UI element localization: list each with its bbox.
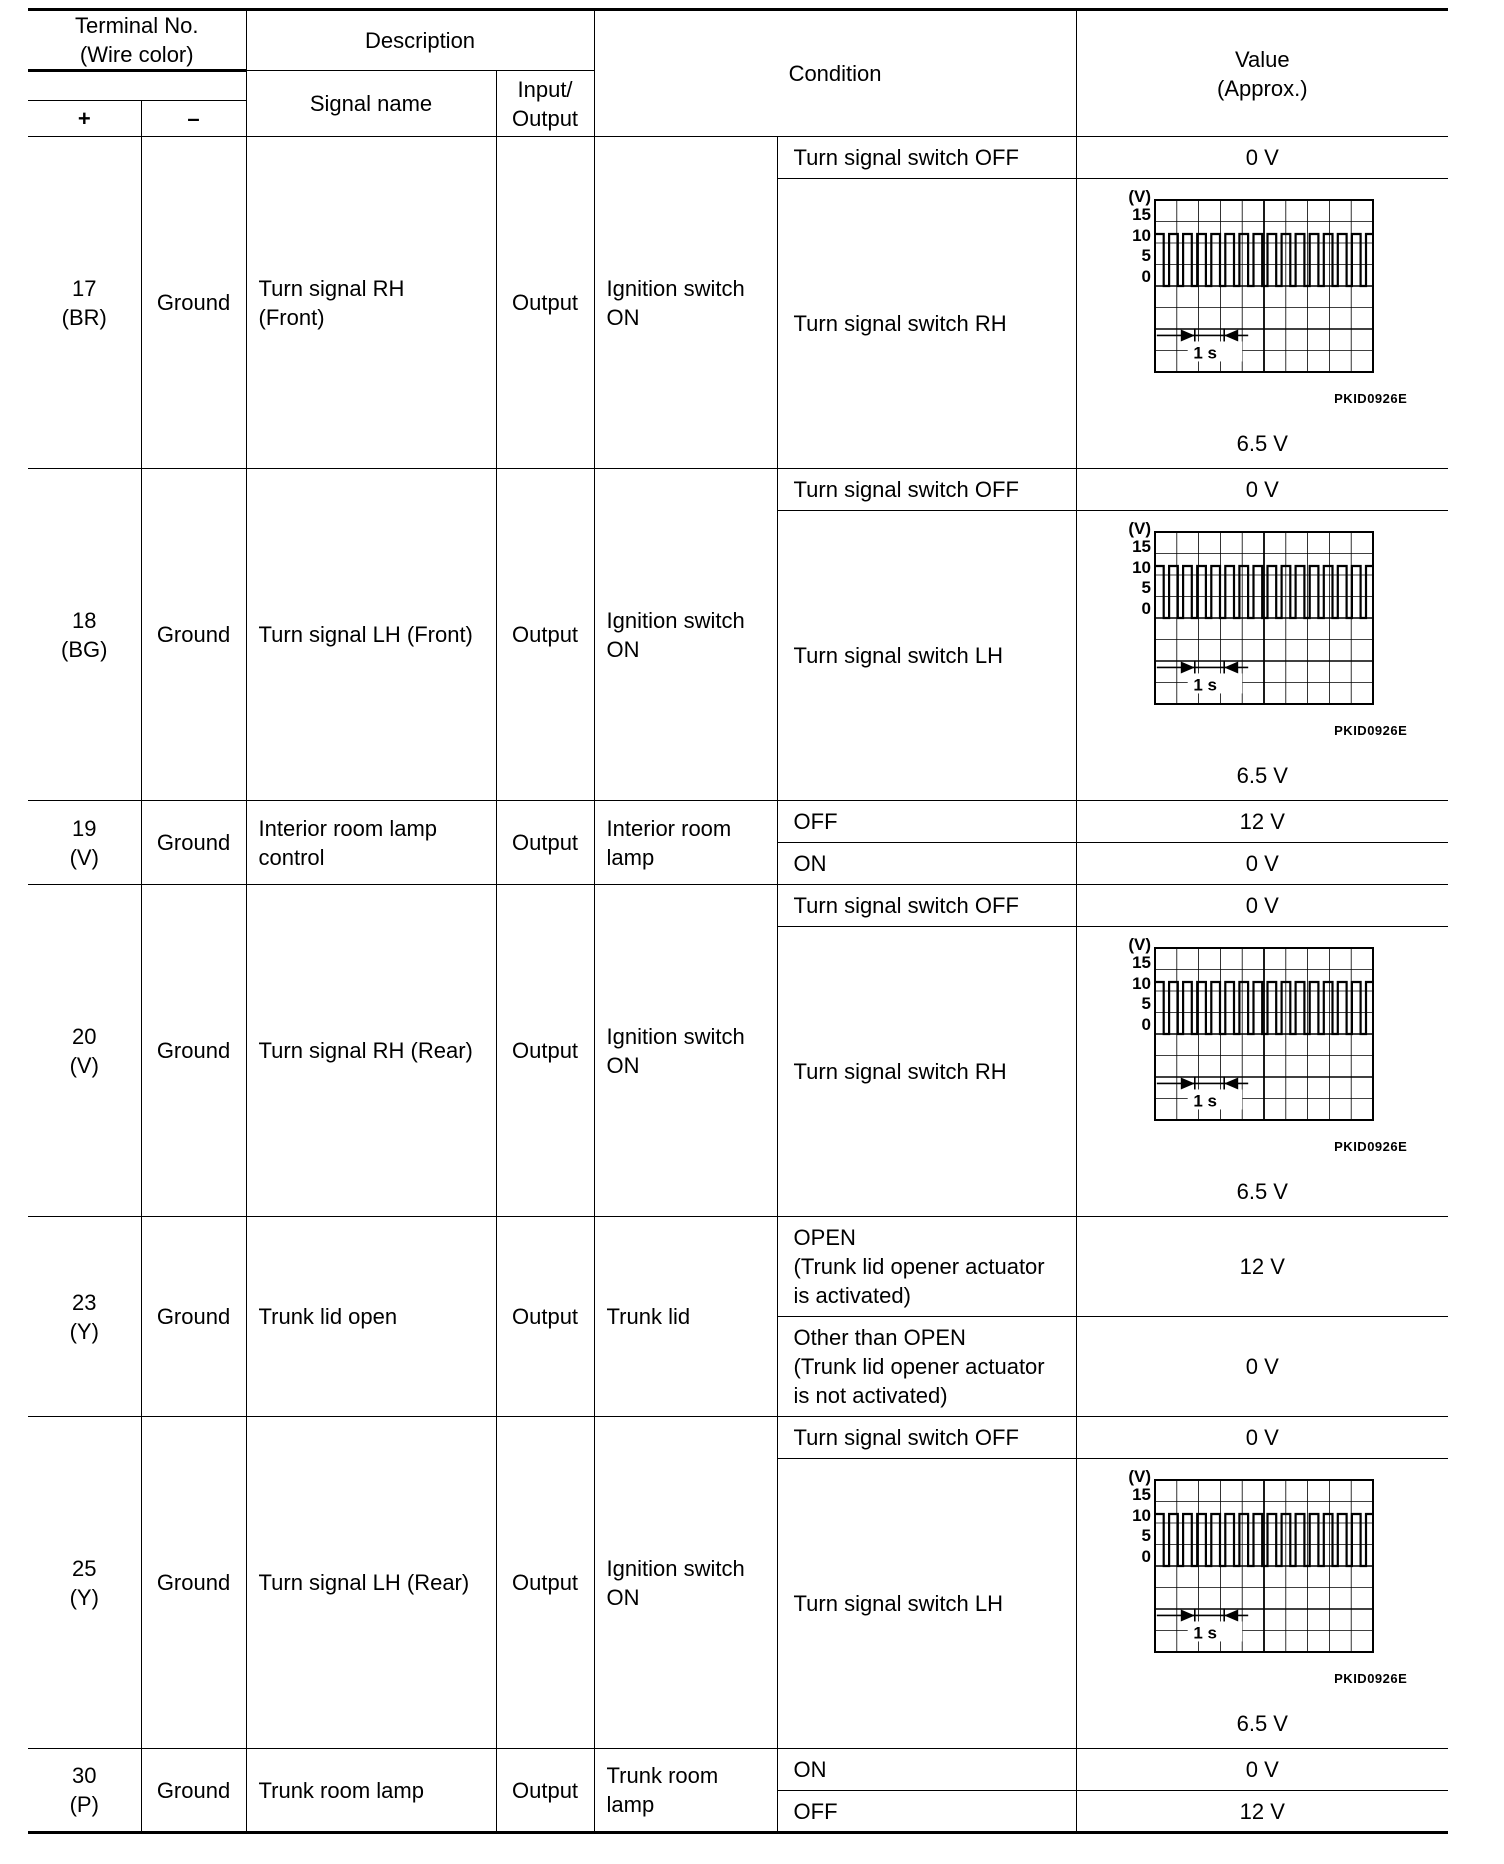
signal-name: Turn signal LH (Rear) xyxy=(246,1417,496,1749)
condition-group: Ignition switch ON xyxy=(594,885,777,1217)
terminal-number: 18 (BG) xyxy=(28,469,141,801)
value-text: 12 V xyxy=(1076,1217,1448,1317)
input-output: Output xyxy=(496,469,594,801)
waveform xyxy=(1117,522,1407,752)
minus-terminal: Ground xyxy=(141,137,246,469)
value-text: 0 V xyxy=(1076,137,1448,179)
waveform-y-tick: 5 xyxy=(1141,577,1152,597)
table-row xyxy=(28,1749,1448,1791)
value-text: 0 V xyxy=(1076,1749,1448,1791)
waveform-y-tick: 10 xyxy=(1132,225,1152,245)
value-text: 0 V xyxy=(1076,843,1448,885)
terminal-table xyxy=(28,8,1448,1834)
waveform-code: PKID0926E xyxy=(1334,390,1408,406)
value-text: 6.5 V xyxy=(1236,762,1288,788)
condition-detail: ON xyxy=(777,843,1076,885)
waveform-time-label: 1 s xyxy=(1193,1090,1218,1110)
signal-name-header: Signal name xyxy=(246,71,496,137)
condition-detail: Turn signal switch OFF xyxy=(777,1417,1076,1459)
terminal-number: 19 (V) xyxy=(28,801,141,885)
condition-detail: Turn signal switch LH xyxy=(777,1459,1076,1749)
description-header: Description xyxy=(246,10,594,71)
value-header: Value (Approx.) xyxy=(1076,10,1448,137)
minus-terminal: Ground xyxy=(141,885,246,1217)
condition-detail: Turn signal switch LH xyxy=(777,511,1076,801)
value-cell xyxy=(1076,179,1448,469)
minus-header: – xyxy=(141,101,246,137)
terminal-no-header: Terminal No. (Wire color) xyxy=(28,10,246,71)
waveform-y-unit: (V) xyxy=(1128,1469,1152,1486)
waveform-y-tick: 15 xyxy=(1132,204,1152,224)
condition-detail: Turn signal switch RH xyxy=(777,927,1076,1217)
waveform-time-label: 1 s xyxy=(1193,1622,1218,1642)
condition-group: Ignition switch ON xyxy=(594,469,777,801)
minus-terminal: Ground xyxy=(141,1749,246,1833)
waveform-y-tick: 5 xyxy=(1141,1525,1152,1545)
input-output: Output xyxy=(496,801,594,885)
waveform-y-tick: 0 xyxy=(1141,1546,1152,1566)
value-cell xyxy=(1076,1459,1448,1749)
value-text: 0 V xyxy=(1076,469,1448,511)
waveform-y-tick: 10 xyxy=(1132,557,1152,577)
value-cell xyxy=(1076,511,1448,801)
waveform-y-tick: 5 xyxy=(1141,993,1152,1013)
condition-group: Ignition switch ON xyxy=(594,137,777,469)
waveform-code: PKID0926E xyxy=(1334,722,1408,738)
condition-detail: Turn signal switch RH xyxy=(777,179,1076,469)
waveform-code: PKID0926E xyxy=(1334,1138,1408,1154)
plus-header: + xyxy=(28,101,141,137)
value-text: 12 V xyxy=(1076,801,1448,843)
table-row xyxy=(28,137,1448,179)
value-text: 6.5 V xyxy=(1236,430,1288,456)
condition-group: Trunk room lamp xyxy=(594,1749,777,1833)
input-output: Output xyxy=(496,137,594,469)
condition-detail: Other than OPEN (Trunk lid opener actuator is not activated) xyxy=(777,1317,1076,1417)
waveform xyxy=(1117,190,1407,420)
input-output: Output xyxy=(496,1417,594,1749)
table-row xyxy=(28,885,1448,927)
condition-detail: Turn signal switch OFF xyxy=(777,885,1076,927)
signal-name: Turn signal RH (Front) xyxy=(246,137,496,469)
table-row xyxy=(28,1417,1448,1459)
condition-detail: OPEN (Trunk lid opener actuator is activated) xyxy=(777,1217,1076,1317)
value-text: 0 V xyxy=(1076,1317,1448,1417)
terminal-number: 23 (Y) xyxy=(28,1217,141,1417)
value-text: 6.5 V xyxy=(1236,1710,1288,1736)
terminal-table-document xyxy=(28,8,1448,1834)
condition-detail: OFF xyxy=(777,1791,1076,1833)
waveform-time-label: 1 s xyxy=(1193,674,1218,694)
terminal-number: 17 (BR) xyxy=(28,137,141,469)
waveform xyxy=(1117,1470,1407,1700)
waveform-y-tick: 15 xyxy=(1132,1484,1152,1504)
waveform-y-tick: 0 xyxy=(1141,1014,1152,1034)
waveform-y-tick: 10 xyxy=(1132,973,1152,993)
waveform-y-unit: (V) xyxy=(1128,521,1152,538)
table-row xyxy=(28,801,1448,843)
waveform-time-label: 1 s xyxy=(1193,342,1218,362)
waveform-y-tick: 15 xyxy=(1132,536,1152,556)
condition-detail: Turn signal switch OFF xyxy=(777,137,1076,179)
minus-terminal: Ground xyxy=(141,1217,246,1417)
waveform-y-unit: (V) xyxy=(1128,937,1152,954)
input-output: Output xyxy=(496,885,594,1217)
signal-name: Trunk room lamp xyxy=(246,1749,496,1833)
waveform-y-tick: 0 xyxy=(1141,266,1152,286)
value-text: 6.5 V xyxy=(1236,1178,1288,1204)
signal-name: Turn signal LH (Front) xyxy=(246,469,496,801)
minus-terminal: Ground xyxy=(141,1417,246,1749)
condition-group: Interior room lamp xyxy=(594,801,777,885)
condition-detail: Turn signal switch OFF xyxy=(777,469,1076,511)
waveform-y-tick: 5 xyxy=(1141,245,1152,265)
signal-name: Trunk lid open xyxy=(246,1217,496,1417)
waveform-code: PKID0926E xyxy=(1334,1670,1408,1686)
input-output: Output xyxy=(496,1217,594,1417)
terminal-number: 20 (V) xyxy=(28,885,141,1217)
table-row xyxy=(28,469,1448,511)
header-spacer xyxy=(28,71,246,101)
waveform-y-unit: (V) xyxy=(1128,189,1152,206)
waveform xyxy=(1117,938,1407,1168)
condition-group: Ignition switch ON xyxy=(594,1417,777,1749)
waveform-y-tick: 0 xyxy=(1141,598,1152,618)
terminal-number: 30 (P) xyxy=(28,1749,141,1833)
condition-header: Condition xyxy=(594,10,1076,137)
condition-detail: OFF xyxy=(777,801,1076,843)
waveform-y-tick: 10 xyxy=(1132,1505,1152,1525)
minus-terminal: Ground xyxy=(141,469,246,801)
waveform-y-tick: 15 xyxy=(1132,952,1152,972)
condition-group: Trunk lid xyxy=(594,1217,777,1417)
value-text: 12 V xyxy=(1076,1791,1448,1833)
input-output-header: Input/ Output xyxy=(496,71,594,137)
table-row xyxy=(28,1217,1448,1317)
minus-terminal: Ground xyxy=(141,801,246,885)
condition-detail: ON xyxy=(777,1749,1076,1791)
value-text: 0 V xyxy=(1076,885,1448,927)
value-cell xyxy=(1076,927,1448,1217)
terminal-number: 25 (Y) xyxy=(28,1417,141,1749)
input-output: Output xyxy=(496,1749,594,1833)
value-text: 0 V xyxy=(1076,1417,1448,1459)
signal-name: Interior room lamp control xyxy=(246,801,496,885)
signal-name: Turn signal RH (Rear) xyxy=(246,885,496,1217)
